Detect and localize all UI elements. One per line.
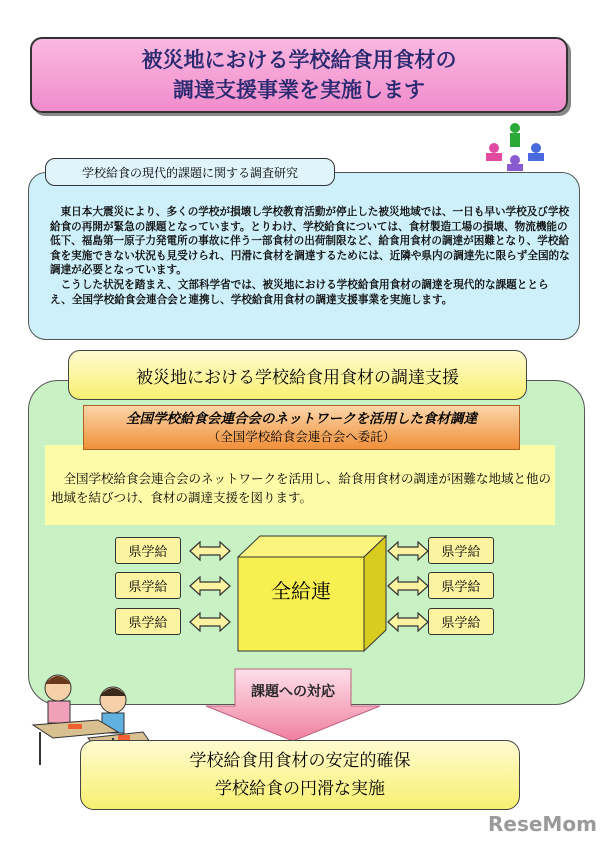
page-title [30, 37, 568, 113]
title-line-1: 被災地における学校給食用食材の [141, 48, 457, 72]
people-circle-icon [480, 118, 550, 173]
outcome-line-1: 学校給食用食材の安定的確保 [189, 751, 411, 771]
prefecture-node: 県学給 [428, 608, 494, 635]
double-arrow-icon [388, 577, 428, 595]
response-label: 課題への対応 [251, 684, 335, 700]
double-arrows-right [386, 540, 430, 636]
resemom-logo: ReseMom [488, 812, 597, 836]
network-banner [83, 405, 520, 450]
title-line-2: 調達支援事業を実施します [173, 78, 425, 102]
support-heading: 被災地における学校給食用食材の調達支援 [68, 350, 527, 400]
network-title: 全国学校給食会連合会のネットワークを活用した食材調達 [126, 410, 477, 427]
down-arrow-icon [205, 668, 381, 742]
prefecture-node: 県学給 [115, 537, 181, 564]
central-org-label: 全給連 [271, 579, 331, 603]
research-paragraph-1: 東日本大震災により、多くの学校が損壊し学校教育活動が停止した被災地域では、一日も早い学校及び学校給食の再開が緊急の課題となっています。とりわけ、学校給食については、食材製造工場の損壊、物流機能の低下、福島第一原子力発電所の事故に伴う一部食材の出荷制限など、給食用食材の調達が困難となり、学校給食を実施できない状況も見受けられ、円滑に食材を調達するためには、近隣や県内の調達先に限らず全国的な調達が必要となっています。 [50, 206, 570, 277]
support-description: 全国学校給食会連合会のネットワークを活用し、給食用食材の調達が困難な地域と他の地域を結びつけ、食材の調達支援を図ります。 [51, 471, 552, 505]
description-box [45, 445, 555, 525]
outcome-box [80, 740, 520, 810]
research-tab-label: 学校給食の現代的課題に関する調査研究 [45, 158, 335, 186]
prefecture-node: 県学給 [115, 572, 181, 599]
double-arrows-left [188, 540, 232, 636]
prefecture-node: 県学給 [428, 572, 494, 599]
double-arrow-icon [190, 613, 230, 631]
research-paragraph-2: こうした状況を踏まえ、文部科学省では、被災地における学校給食用食材の調達を現代的な課題ととらえ、全国学校給食会連合会と連携し、学校給食用食材の調達支援事業を実施します。 [50, 278, 549, 306]
research-text [50, 205, 570, 307]
prefecture-node: 県学給 [428, 537, 494, 564]
network-note: （全国学校給食会連合会へ委託） [207, 428, 396, 444]
double-arrow-icon [190, 577, 230, 595]
double-arrow-icon [190, 542, 230, 560]
double-arrow-icon [388, 542, 428, 560]
outcome-line-2: 学校給食の円滑な実施 [215, 779, 385, 799]
prefecture-node: 県学給 [115, 608, 181, 635]
double-arrow-icon [388, 613, 428, 631]
